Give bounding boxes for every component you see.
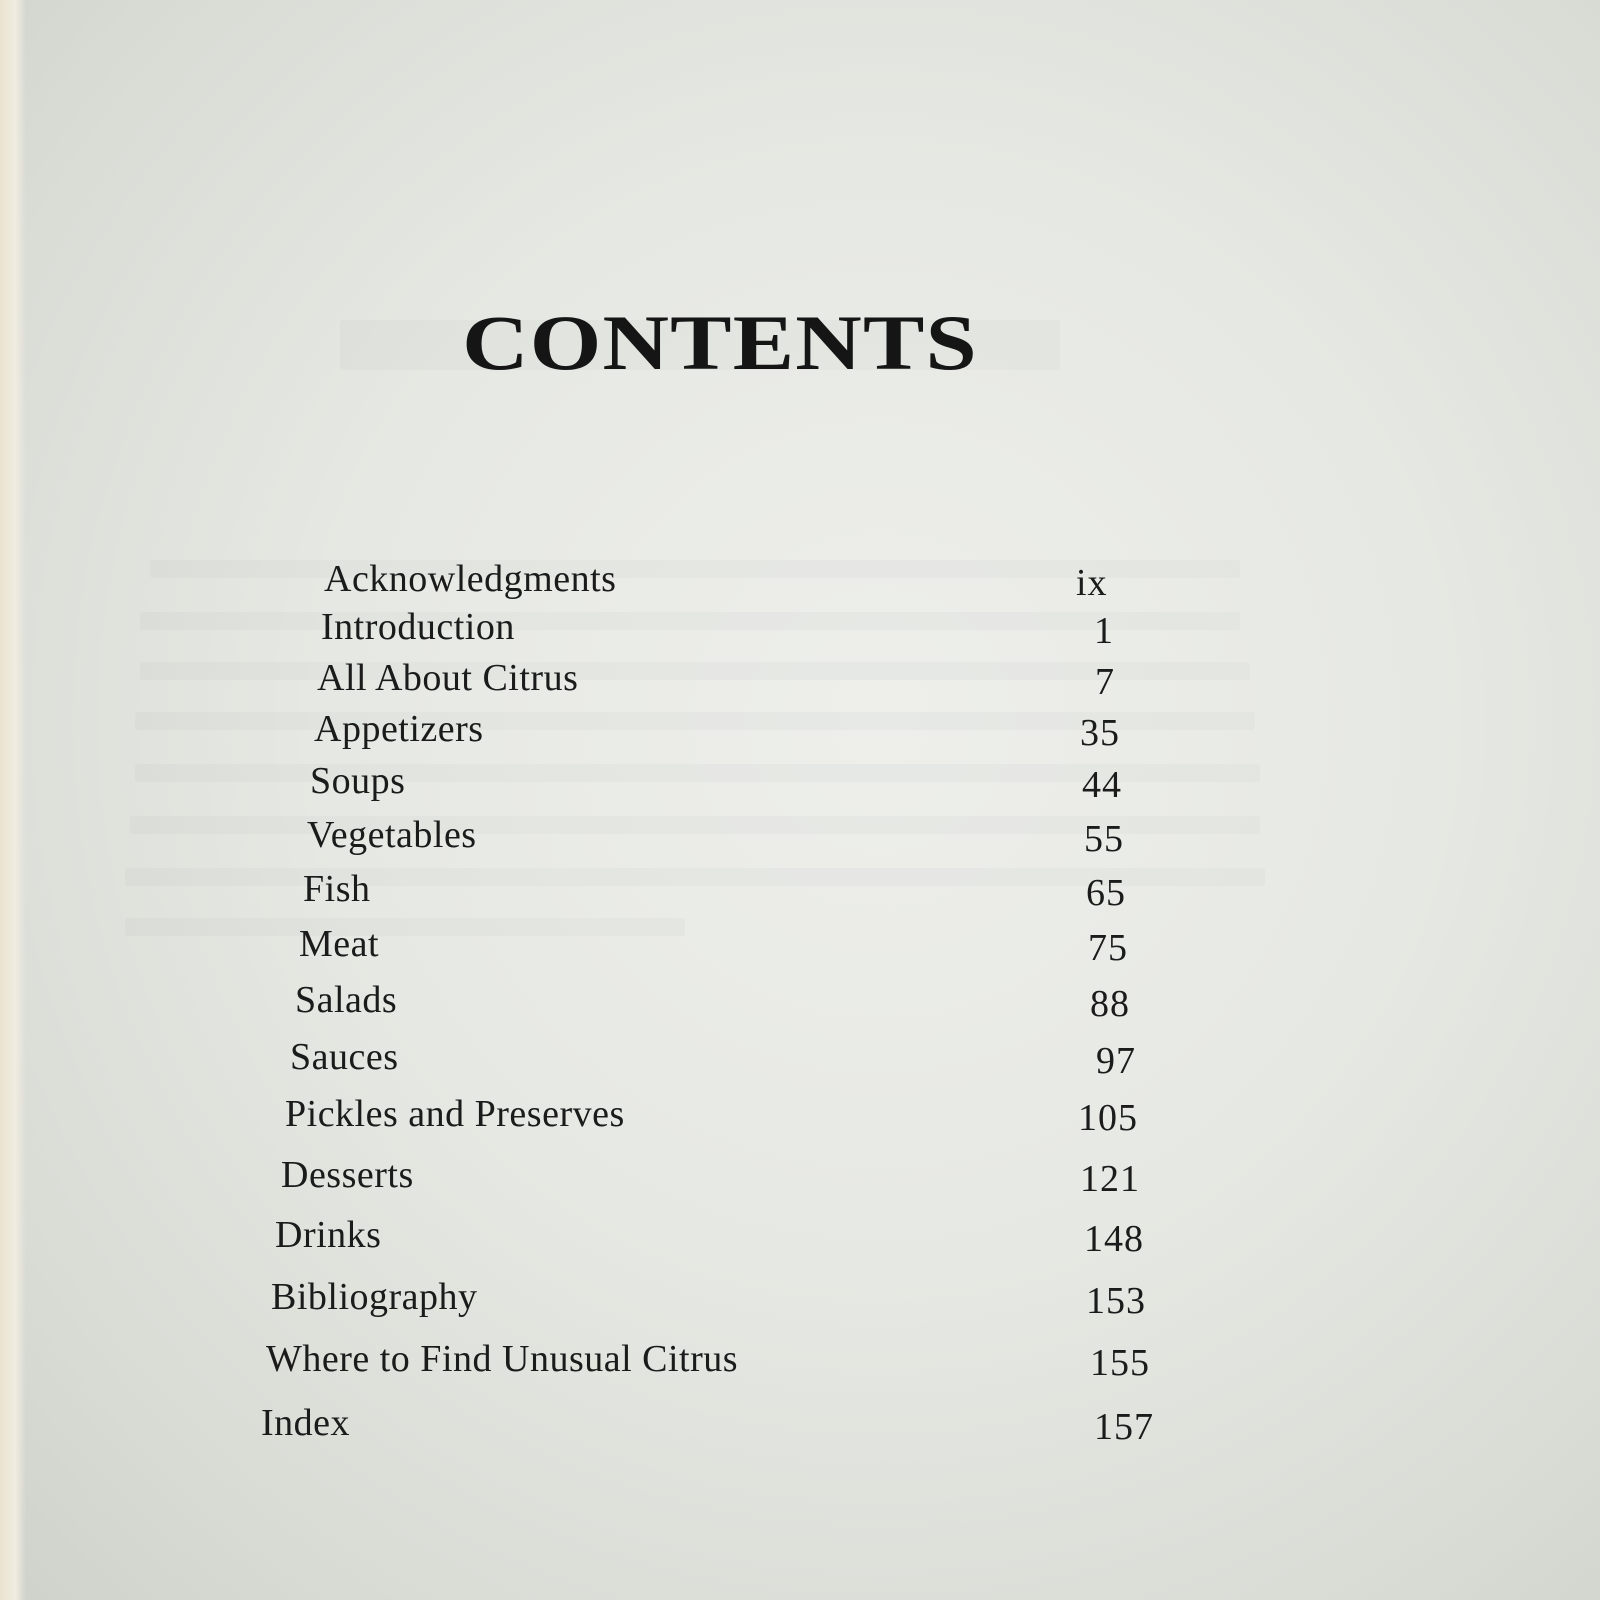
toc-entry-page: 65 (1086, 872, 1126, 914)
toc-entry[interactable] (0, 1038, 1600, 1088)
toc-entry-page: 35 (1080, 712, 1120, 754)
toc-entry[interactable] (0, 1340, 1600, 1390)
toc-entry[interactable] (0, 925, 1600, 975)
toc-entry-title: Introduction (321, 606, 515, 648)
toc-entry[interactable] (0, 659, 1600, 709)
toc-entry-title: Acknowledgments (324, 558, 617, 600)
toc-entry-title: Meat (299, 923, 380, 965)
toc-entry-title: Index (261, 1402, 351, 1444)
toc-entry-title: Soups (310, 760, 406, 802)
toc-entry-page: ix (1076, 562, 1108, 604)
toc-entry[interactable] (0, 870, 1600, 920)
toc-entry-page: 44 (1082, 764, 1122, 806)
toc-entry[interactable] (0, 1278, 1600, 1328)
toc-entry-title: Sauces (290, 1036, 399, 1078)
toc-entry[interactable] (0, 981, 1600, 1031)
toc-entry-page: 97 (1096, 1040, 1136, 1082)
toc-entry-page: 105 (1078, 1097, 1138, 1139)
toc-entry-title: Where to Find Unusual Citrus (266, 1338, 739, 1380)
toc-entry-page: 88 (1090, 983, 1130, 1025)
toc-entry[interactable] (0, 1095, 1600, 1145)
toc-entry[interactable] (0, 710, 1600, 760)
toc-entry[interactable] (0, 1156, 1600, 1206)
toc-entry-page: 7 (1095, 661, 1115, 703)
toc-entry-title: Appetizers (314, 708, 484, 750)
toc-entry[interactable] (0, 762, 1600, 812)
toc-entry-title: All About Citrus (317, 657, 579, 699)
toc-entry-page: 153 (1086, 1280, 1146, 1322)
toc-entry-page: 157 (1094, 1406, 1154, 1448)
toc-entry-page: 121 (1080, 1158, 1140, 1200)
toc-entry-page: 148 (1084, 1218, 1144, 1260)
contents-heading: CONTENTS (462, 299, 978, 386)
toc-entry-title: Pickles and Preserves (285, 1093, 625, 1135)
toc-entry-page: 75 (1088, 927, 1128, 969)
toc-entry[interactable] (0, 560, 1600, 610)
toc-entry-page: 1 (1094, 610, 1114, 652)
toc-entry[interactable] (0, 1404, 1600, 1454)
toc-entry-title: Drinks (275, 1214, 382, 1256)
toc-entry-title: Vegetables (307, 814, 477, 856)
toc-entry-page: 55 (1084, 818, 1124, 860)
toc-entry-title: Salads (295, 979, 398, 1021)
toc-entry-title: Bibliography (271, 1276, 478, 1318)
toc-entry[interactable] (0, 816, 1600, 866)
toc-entry[interactable] (0, 608, 1600, 658)
toc-entry-page: 155 (1090, 1342, 1150, 1384)
toc-entry-title: Fish (303, 868, 371, 910)
toc-entry[interactable] (0, 1216, 1600, 1266)
toc-entry-title: Desserts (281, 1154, 414, 1196)
